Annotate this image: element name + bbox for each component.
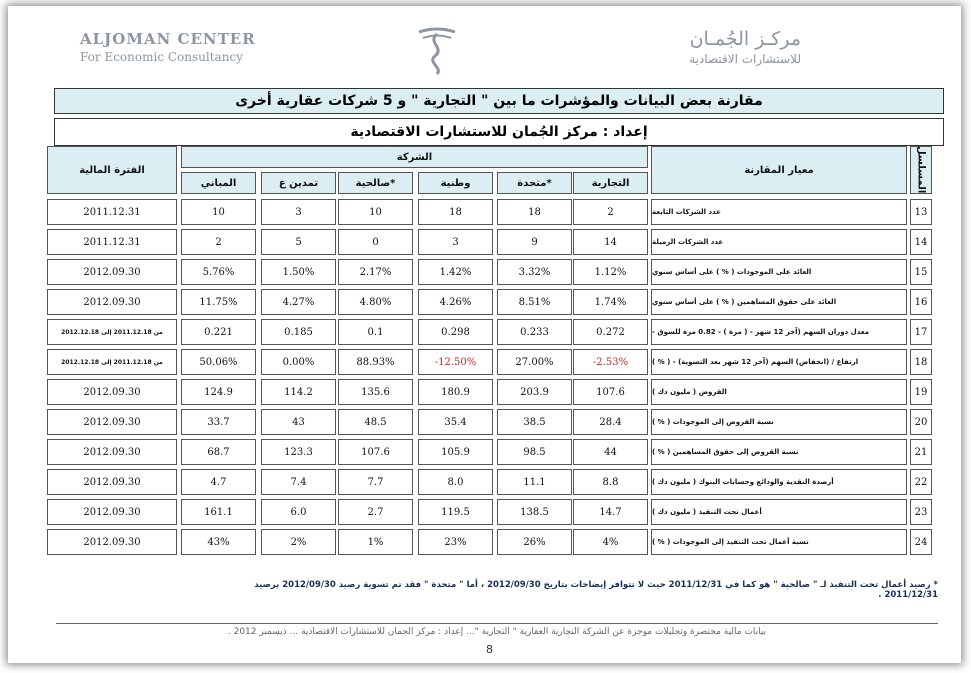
- header-company-2: وطنية: [418, 172, 493, 194]
- row-value: 0.1: [338, 319, 413, 345]
- row-value: 124.9: [181, 379, 256, 405]
- row-value: 27.00%: [497, 349, 572, 375]
- row-value: 0.233: [497, 319, 572, 345]
- row-value: 35.4: [418, 409, 493, 435]
- row-value: 4.27%: [261, 289, 336, 315]
- row-value: 18: [497, 199, 572, 225]
- row-value: 43: [261, 409, 336, 435]
- brand-english: [80, 30, 256, 64]
- brand-english-subtitle: For Economic Consultancy: [80, 50, 243, 64]
- row-value: 5.76%: [181, 259, 256, 285]
- row-value: 138.5: [497, 499, 572, 525]
- row-serial: 22: [910, 469, 932, 495]
- row-value: 26%: [497, 529, 572, 555]
- row-value: 68.7: [181, 439, 256, 465]
- row-value: 10: [338, 199, 413, 225]
- row-period: 2012.09.30: [47, 259, 177, 285]
- header-company-0: التجارية: [573, 172, 648, 194]
- row-serial: 20: [910, 409, 932, 435]
- header-company-4: تمدين ع: [261, 172, 336, 194]
- row-criterion: العائد على حقوق المساهمين ( % ) على أساس سنوي: [651, 289, 907, 315]
- header-company-3: صالحية*: [338, 172, 413, 194]
- brand-arabic-subtitle: للاستشارات الاقتصادية: [689, 52, 801, 66]
- row-serial: 17: [910, 319, 932, 345]
- row-value: 2.7: [338, 499, 413, 525]
- row-value: 2: [573, 199, 648, 225]
- row-value: 161.1: [181, 499, 256, 525]
- row-value: 4%: [573, 529, 648, 555]
- row-value: 0.298: [418, 319, 493, 345]
- brand-english-name: ALJOMAN CENTER: [80, 30, 256, 48]
- row-criterion: معدل دوران السهم (آخر 12 شهر - ( مرة ) - 0.82 مرة للسوق -: [651, 319, 907, 345]
- row-value: 4.80%: [338, 289, 413, 315]
- footnote: * رصيد أعمال تحت التنفيذ لـ " صالحية " هو كما في 2011/12/31 حيث لا تتوافر إيضاحات بتاريخ 2012/09/30 ، أما " متحدة " فقد تم تسوية رصيد 2012/09/30 برصيد 2011/12/31 .: [254, 580, 938, 600]
- page-title: مقارنة بعض البيانات والمؤشرات ما بين " التجارية " و 5 شركات عقارية أخرى: [54, 88, 944, 114]
- row-serial: 23: [910, 499, 932, 525]
- row-value: 0: [338, 229, 413, 255]
- row-value: 1.74%: [573, 289, 648, 315]
- row-value: 123.3: [261, 439, 336, 465]
- row-value: 9: [497, 229, 572, 255]
- row-criterion: ارتفاع / (انخفاض) السهم (آخر 12 شهر بعد التسوية) - ( % ): [651, 349, 907, 375]
- row-value: 203.9: [497, 379, 572, 405]
- row-period: من 2011.12.18 إلى 2012.12.18: [47, 349, 177, 375]
- row-value: 3: [261, 199, 336, 225]
- row-value: 14: [573, 229, 648, 255]
- row-value: 5: [261, 229, 336, 255]
- row-value: 8.8: [573, 469, 648, 495]
- row-value: 105.9: [418, 439, 493, 465]
- row-value: 18: [418, 199, 493, 225]
- page-number: 8: [486, 643, 493, 656]
- row-value: 1%: [338, 529, 413, 555]
- row-value: 119.5: [418, 499, 493, 525]
- row-period: 2012.09.30: [47, 529, 177, 555]
- header-company-5: المباني: [181, 172, 256, 194]
- row-serial: 14: [910, 229, 932, 255]
- row-serial: 15: [910, 259, 932, 285]
- footer-divider: [56, 623, 938, 624]
- header-company: الشركة: [181, 146, 648, 168]
- row-value: 43%: [181, 529, 256, 555]
- row-value: 4.26%: [418, 289, 493, 315]
- row-serial: 18: [910, 349, 932, 375]
- row-value: 135.6: [338, 379, 413, 405]
- row-criterion: العائد على الموجودات ( % ) على أساس سنوي: [651, 259, 907, 285]
- row-value: 14.7: [573, 499, 648, 525]
- row-value: 0.221: [181, 319, 256, 345]
- row-value: 98.5: [497, 439, 572, 465]
- row-value: 38.5: [497, 409, 572, 435]
- page-footer: بيانات مالية مختصرة وتحليلات موجزة عن الشركة التجارية العقارية " التجارية "... إعداد : مركز الجمان للاستشارات الاقتصادية ... ديسمبر 2012 .: [227, 627, 767, 637]
- header-criterion: معيار المقارنة: [651, 146, 907, 194]
- row-value: -12.50%: [418, 349, 493, 375]
- row-criterion: القروض ( مليون دك ): [651, 379, 907, 405]
- row-value: 114.2: [261, 379, 336, 405]
- row-value: 23%: [418, 529, 493, 555]
- row-period: 2012.09.30: [47, 469, 177, 495]
- row-value: 180.9: [418, 379, 493, 405]
- row-value: 1.50%: [261, 259, 336, 285]
- row-criterion: نسبة القروض إلى حقوق المساهمين ( % ): [651, 439, 907, 465]
- row-serial: 13: [910, 199, 932, 225]
- row-serial: 21: [910, 439, 932, 465]
- row-value: 3.32%: [497, 259, 572, 285]
- row-value: 28.4: [573, 409, 648, 435]
- row-value: 1.42%: [418, 259, 493, 285]
- row-value: 1.12%: [573, 259, 648, 285]
- row-value: 44: [573, 439, 648, 465]
- row-criterion: عدد الشركات التابعة: [651, 199, 907, 225]
- row-period: 2012.09.30: [47, 409, 177, 435]
- header-serial: المسلسل: [910, 146, 932, 194]
- row-value: 0.185: [261, 319, 336, 345]
- row-period: 2012.09.30: [47, 499, 177, 525]
- row-period: 2012.09.30: [47, 379, 177, 405]
- row-criterion: نسبة أعمال تحت التنفيذ إلى الموجودات ( % ): [651, 529, 907, 555]
- row-value: 0.272: [573, 319, 648, 345]
- row-value: 107.6: [338, 439, 413, 465]
- prepared-by: إعداد : مركز الجُمان للاستشارات الاقتصادية: [54, 118, 944, 146]
- row-value: 8.0: [418, 469, 493, 495]
- row-value: 2.17%: [338, 259, 413, 285]
- row-serial: 24: [910, 529, 932, 555]
- row-value: 2: [181, 229, 256, 255]
- row-serial: 16: [910, 289, 932, 315]
- row-period: 2011.12.31: [47, 229, 177, 255]
- row-value: 107.6: [573, 379, 648, 405]
- row-value: 4.7: [181, 469, 256, 495]
- row-criterion: أرصدة النقدية والودائع وحسابات البنوك ( مليون دك ): [651, 469, 907, 495]
- row-value: 48.5: [338, 409, 413, 435]
- header-period: الفترة المالية: [47, 146, 177, 194]
- row-period: 2012.09.30: [47, 439, 177, 465]
- document-page: [8, 6, 961, 663]
- row-value: 11.75%: [181, 289, 256, 315]
- brand-arabic: [689, 28, 801, 66]
- row-criterion: عدد الشركات الزميلة: [651, 229, 907, 255]
- row-value: 10: [181, 199, 256, 225]
- row-value: 7.4: [261, 469, 336, 495]
- row-value: 88.93%: [338, 349, 413, 375]
- row-serial: 19: [910, 379, 932, 405]
- row-value: 0.00%: [261, 349, 336, 375]
- row-value: 2%: [261, 529, 336, 555]
- row-value: 6.0: [261, 499, 336, 525]
- row-criterion: نسبة القروض إلى الموجودات ( % ): [651, 409, 907, 435]
- row-value: 3: [418, 229, 493, 255]
- row-period: 2012.09.30: [47, 289, 177, 315]
- row-value: -2.53%: [573, 349, 648, 375]
- aljoman-logo-icon: [413, 24, 461, 76]
- row-period: 2011.12.31: [47, 199, 177, 225]
- row-value: 11.1: [497, 469, 572, 495]
- row-criterion: أعمال تحت التنفيذ ( مليون دك ): [651, 499, 907, 525]
- row-value: 7.7: [338, 469, 413, 495]
- row-value: 50.06%: [181, 349, 256, 375]
- brand-arabic-name: مركـز الجُمـان: [689, 28, 801, 50]
- row-value: 33.7: [181, 409, 256, 435]
- header-company-1: متحدة*: [497, 172, 572, 194]
- row-period: من 2011.12.18 إلى 2012.12.18: [47, 319, 177, 345]
- row-value: 8.51%: [497, 289, 572, 315]
